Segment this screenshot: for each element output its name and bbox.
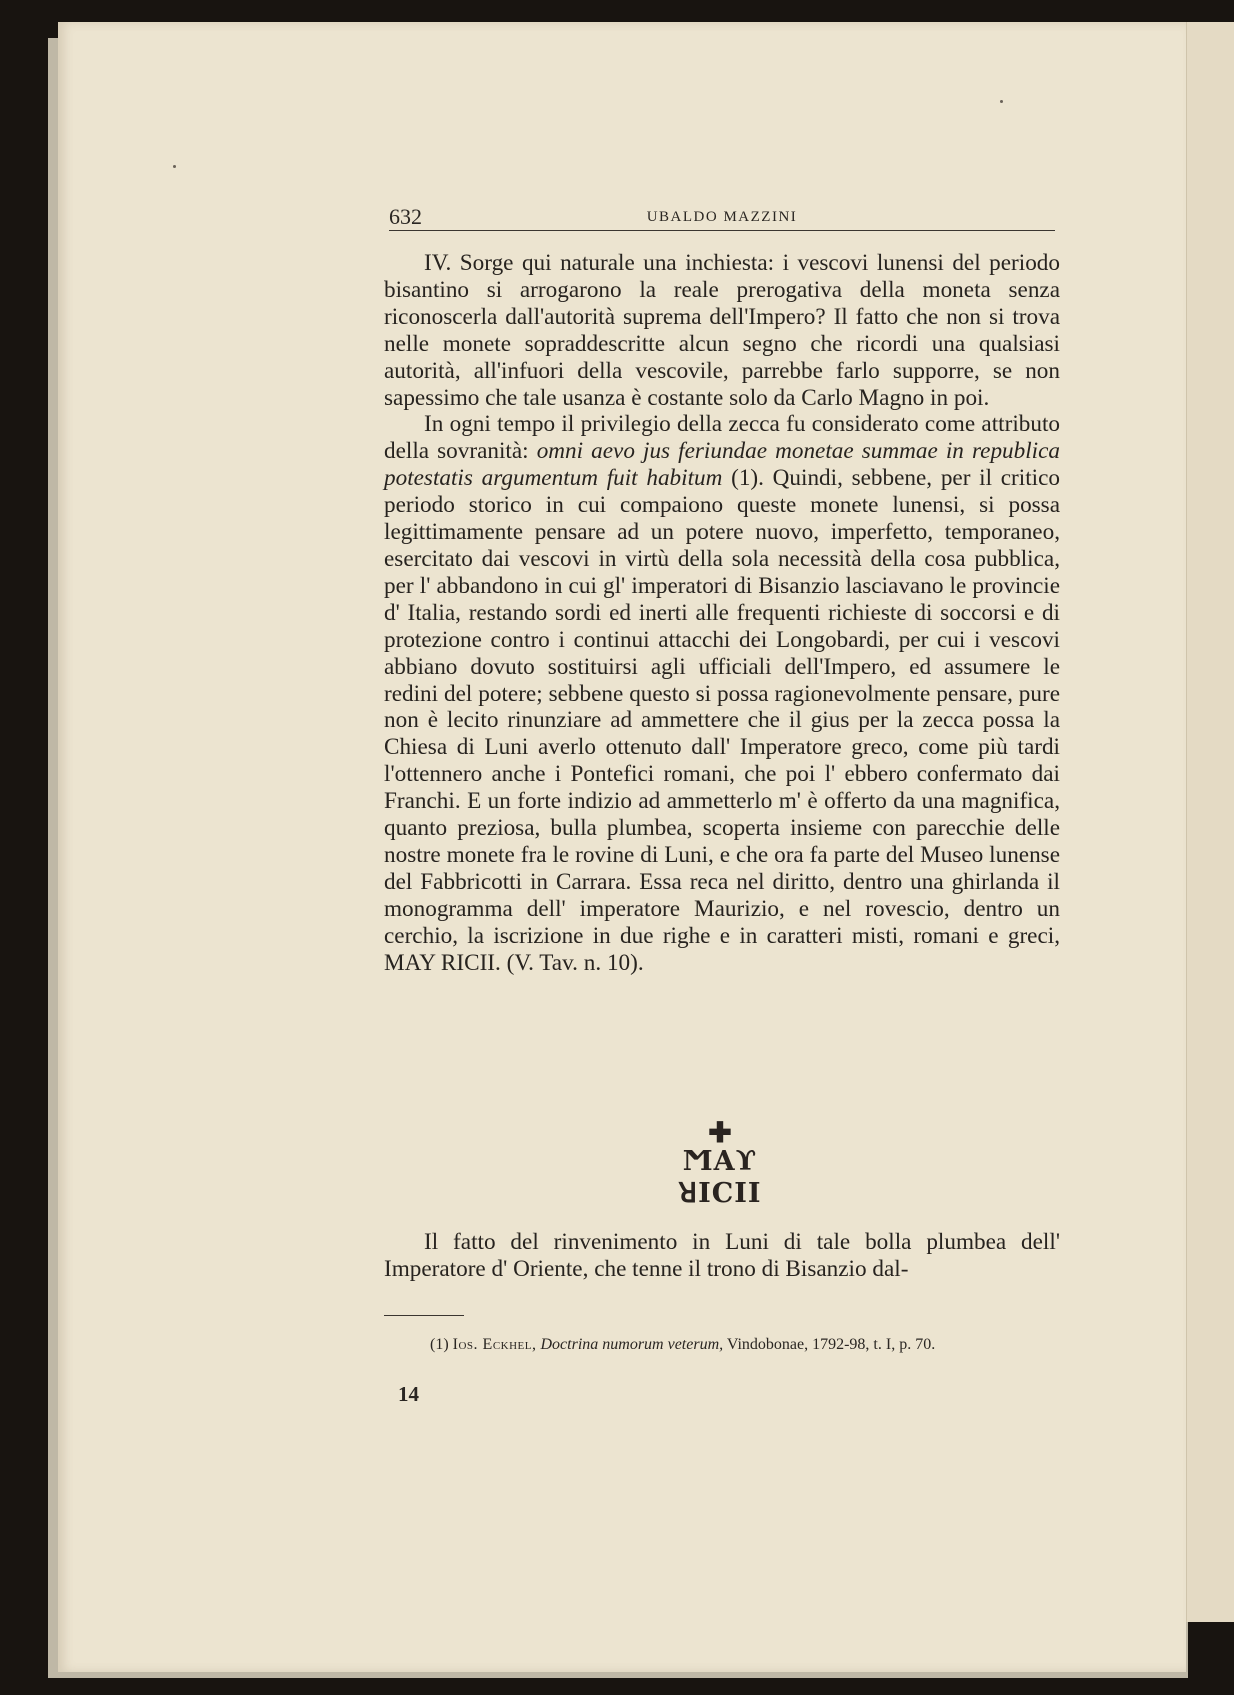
page-header [389, 200, 1055, 231]
footnote-rule [384, 1315, 464, 1316]
paragraph-3: Il fatto del rinvenimento in Luni di tale bolla plumbea dell' Imperatore d' Oriente, che tenne il trono di Bisanzio dal- [384, 1229, 1060, 1282]
paper-speck [1000, 100, 1003, 103]
cross-icon: ✚ [708, 1116, 732, 1149]
footnote [430, 1336, 1070, 1354]
latin-quote: omni aevo jus feriundae monetae summae in republica potestatis argumentum fuit habitum [384, 438, 1060, 492]
paragraph-2-rest: (1). Quindi, sebbene, per il critico periodo storico in cui compaiono queste monete lunensi, si possa legittimamente pensare ad un potere nuovo, imperfetto, temporaneo, esercitato dai vescovi in virtù della sola necessità della cosa pubblica, per l' abbandono in cui gl' imperatori di Bisanzio lasciavano le provincie d' Italia, restando sordi ed inerti alle frequenti richieste di soccorsi e di protezione contro i continui attacchi dei Longobardi, per cui i vescovi abbiano dovuto sostituirsi agli ufficiali dell'Impero, ed assumere le redini del potere; sebbene questo si possa ragionevolmente pensare, pure non è lecito rinunziare ad ammettere che il gius per la zecca possa la Chiesa di Luni averlo ottenuto dall' Imperatore greco, come più tardi l'ottennero anche i Pontefici romani, che poi l' ebbero confermato dai Franchi. E un forte indizio ad ammetterlo m' è offerto da una magnifica, quanto preziosa, bulla plumbea, scoperta insieme con parecchie delle nostre monete fra le rovine di Luni, e che ora fa parte del Museo lunense del Fabbricotti in Carrara. Essa reca nel diritto, dentro una ghirlanda il monogramma dell' imperatore Maurizio, e nel rovescio, dentro un cerchio, la iscrizione in due righe e in caratteri misti, romani e greci, MAY RICII. (V. Tav. n. 10). [384, 465, 1060, 976]
footnote-marker: (1) [430, 1336, 449, 1353]
paper-speck [173, 165, 176, 168]
seal-inscription-figure [660, 1116, 780, 1210]
facing-page-edge [1185, 22, 1234, 1622]
signature-mark: 14 [398, 1382, 419, 1406]
footnote-rest: Vindobonae, 1792-98, t. I, p. 70. [726, 1336, 936, 1353]
paragraph-2-start: In ogni tempo il privilegio della zecca fu considerato come attributo della sovranità: [384, 411, 1060, 465]
paragraph-1: IV. Sorge qui naturale una inchiesta: i vescovi lunensi del periodo bisantino si arrogarono la reale prerogativa della moneta senza riconoscerla dall'autorità suprema dell'Impero? Il fatto che non si trova nelle monete sopraddescritte alcun segno che ricordi una qualsiasi autorità, all'infuori della vescovile, parrebbe farlo supporre, se non sapessimo che tale usanza è costante solo da Carlo Magno in poi. [384, 250, 1060, 411]
running-head: UBALDO MAZZINI [646, 209, 798, 225]
paragraph-2 [384, 411, 1060, 976]
footnote-title: Doctrina numorum veterum, [540, 1336, 724, 1353]
footnote-author: Ios. Eckhel, [452, 1336, 537, 1353]
main-text [384, 250, 1060, 976]
continuing-text [384, 1229, 1060, 1283]
inscription-line-2: ꓤICII [678, 1178, 762, 1209]
inscription-line-1: ϺΑϒ [682, 1146, 758, 1177]
page-number: 632 [389, 204, 422, 229]
